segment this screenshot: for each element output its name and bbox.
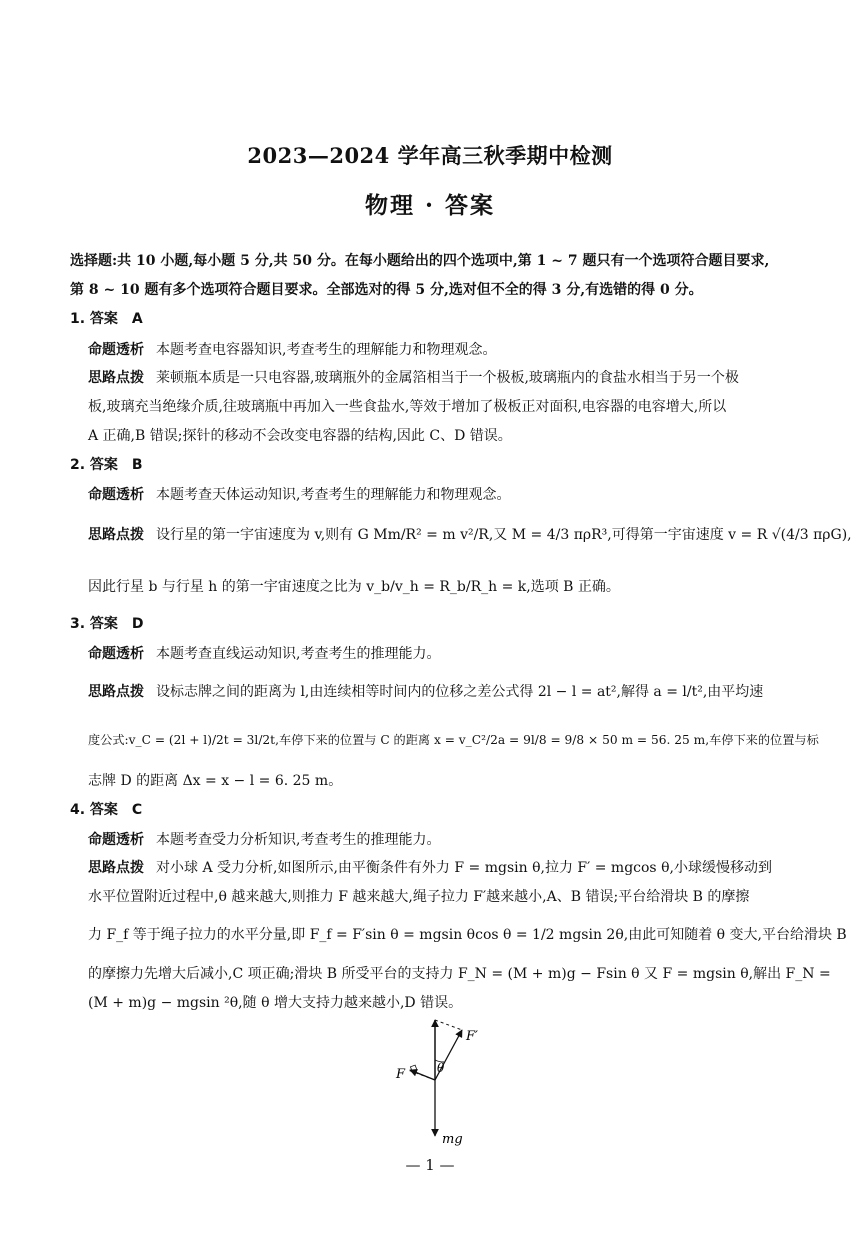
- q4-solution-label: 思路点拨: [88, 860, 144, 876]
- q4-solution-line-2: 水平位置附近过程中,θ 越来越大,则推力 F 越来越大,绳子拉力 F′越来越小,A、B 错误;平台给滑块 B 的摩擦: [88, 889, 750, 905]
- q2-analysis-label: 命题透析: [88, 487, 144, 503]
- q4-answer-heading: 4. 答案 C: [70, 802, 143, 818]
- q2-solution-line-1: 设行星的第一宇宙速度为 v,则有 G Mm/R² = m v²/R,又 M = 4/3 πρR³,可得第一宇宙速度 v = R √(4/3 πρG),: [156, 527, 852, 543]
- q2-solution-line-2: 因此行星 b 与行星 h 的第一宇宙速度之比为 v_b/v_h = R_b/R_h = k,选项 B 正确。: [88, 579, 620, 595]
- page-number: — 1 —: [405, 1156, 455, 1174]
- q4-solution-line-3: 力 F_f 等于绳子拉力的水平分量,即 F_f = F′sin θ = mgsin θcos θ = 1/2 mgsin 2θ,由此可知随着 θ 变大,平台给滑块 B: [88, 927, 847, 943]
- q1-solution-line-2: 板,玻璃充当绝缘介质,往玻璃瓶中再加入一些食盐水,等效于增加了极板正对面积,电容器的电容增大,所以: [88, 399, 727, 415]
- q3-solution-line-1: 设标志牌之间的距离为 l,由连续相等时间内的位移之差公式得 2l − l = at²,解得 a = l/t²,由平均速: [156, 684, 764, 700]
- q3-solution-line-2: 度公式:v_C = (2l + l)/2t = 3l/2t,车停下来的位置与 C 的距离 x = v_C²/2a = 9l/8 = 9/8 × 50 m = 56. 25 m,车停下来的位置与标: [88, 733, 819, 747]
- dashed-component-1: [435, 1020, 462, 1030]
- force-diagram: [380, 1010, 490, 1150]
- q3-analysis-row: [88, 643, 440, 663]
- q1-analysis-text: 本题考查电容器知识,考查考生的理解能力和物理观念。: [156, 342, 497, 358]
- label-f: F: [396, 1067, 406, 1082]
- q2-answer-heading: 2. 答案 B: [70, 457, 143, 473]
- label-mg: mg: [442, 1132, 463, 1147]
- q2-analysis-text: 本题考查天体运动知识,考查考生的理解能力和物理观念。: [156, 487, 511, 503]
- q4-solution-row: [88, 857, 772, 877]
- q2-solution-label: 思路点拨: [88, 527, 144, 543]
- q1-solution-line-3: A 正确,B 错误;探针的移动不会改变电容器的结构,因此 C、D 错误。: [88, 428, 512, 444]
- q3-solution-line-3: 志牌 D 的距离 Δx = x − l = 6. 25 m。: [88, 773, 343, 789]
- q3-analysis-label: 命题透析: [88, 646, 144, 662]
- right-angle-marker: [410, 1065, 416, 1071]
- q1-analysis-row: [88, 339, 496, 359]
- q4-solution-line-1: 对小球 A 受力分析,如图所示,由平衡条件有外力 F = mgsin θ,拉力 F′ = mgcos θ,小球缓慢移动到: [156, 860, 772, 876]
- q1-solution-line-1: 莱顿瓶本质是一只电容器,玻璃瓶外的金属箔相当于一个极板,玻璃瓶内的食盐水相当于另一个极: [156, 370, 739, 386]
- page-subtitle: 物理 · 答案: [364, 192, 496, 219]
- q4-analysis-row: [88, 829, 440, 849]
- q4-analysis-text: 本题考查受力分析知识,考查考生的推理能力。: [156, 832, 441, 848]
- q1-solution-label: 思路点拨: [88, 370, 144, 386]
- q2-analysis-row: [88, 484, 510, 504]
- intro-line-1: 选择题:共 10 小题,每小题 5 分,共 50 分。在每小题给出的四个选项中,第 1 ~ 7 题只有一个选项符合题目要求,: [70, 253, 770, 269]
- push-arrow: [410, 1070, 435, 1080]
- label-theta: θ: [437, 1061, 445, 1075]
- q1-analysis-label: 命题透析: [88, 342, 144, 358]
- q2-solution-row: [88, 524, 852, 544]
- q3-solution-row: [88, 681, 763, 701]
- intro-line-2: 第 8 ~ 10 题有多个选项符合题目要求。全部选对的得 5 分,选对但不全的得 3 分,有选错的得 0 分。: [70, 282, 703, 298]
- q1-solution-row: [88, 367, 739, 387]
- q4-analysis-label: 命题透析: [88, 832, 144, 848]
- q3-solution-label: 思路点拨: [88, 684, 144, 700]
- page-title: 2023—2024 学年高三秋季期中检测: [247, 143, 613, 168]
- label-f-prime: F′: [466, 1029, 478, 1044]
- q1-answer-heading: 1. 答案 A: [70, 311, 143, 327]
- q4-solution-line-4: 的摩擦力先增大后减小,C 项正确;滑块 B 所受平台的支持力 F_N = (M + m)g − Fsin θ 又 F = mgsin θ,解出 F_N =: [88, 966, 831, 982]
- q3-answer-heading: 3. 答案 D: [70, 616, 144, 632]
- q4-solution-line-5: (M + m)g − mgsin ²θ,随 θ 增大支持力越来越小,D 错误。: [88, 995, 463, 1011]
- q3-analysis-text: 本题考查直线运动知识,考查考生的推理能力。: [156, 646, 441, 662]
